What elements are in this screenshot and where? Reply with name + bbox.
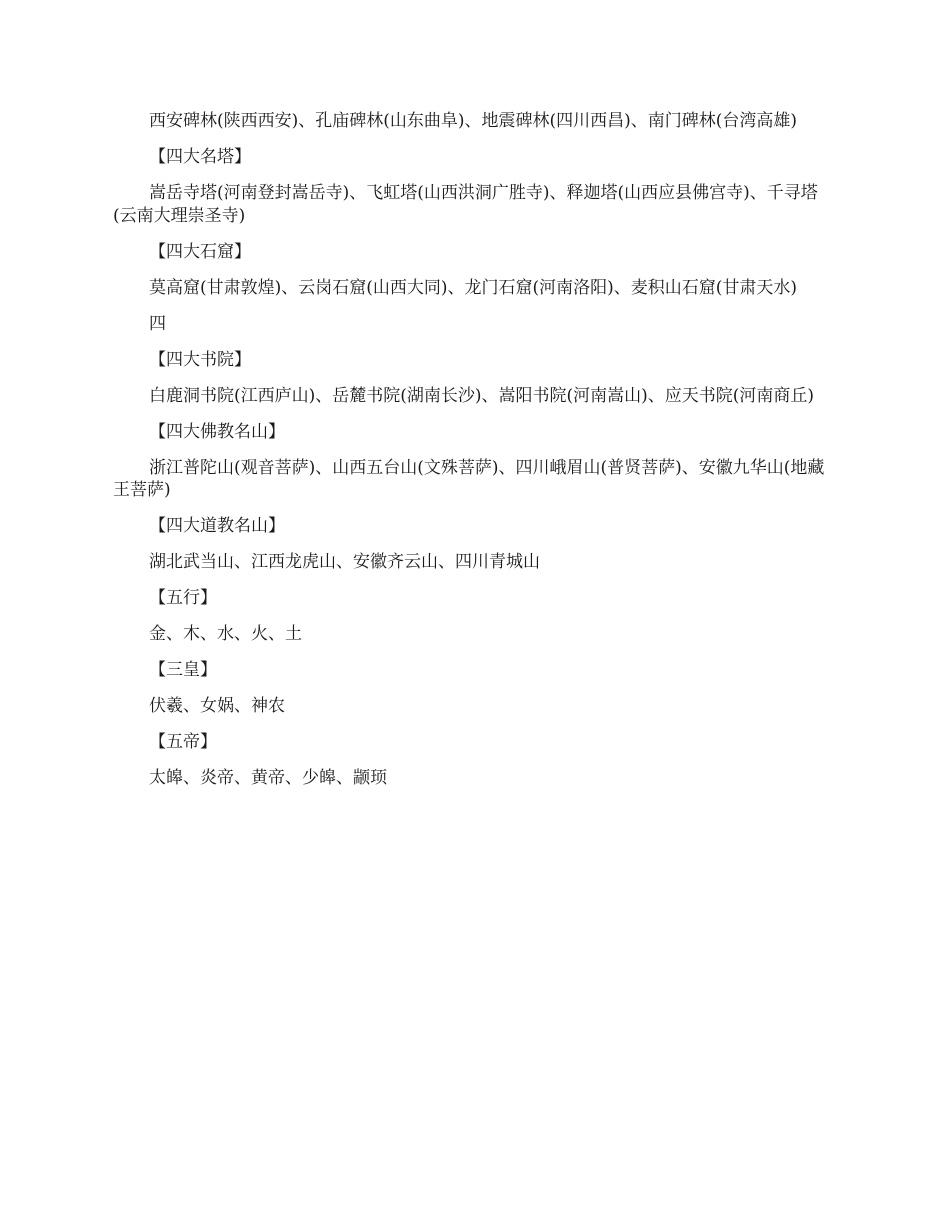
heading-buddhist-mountains: 【四大佛教名山】	[149, 421, 285, 442]
heading-taoist-mountains: 【四大道教名山】	[149, 516, 285, 536]
paragraph-five-emperors: 太皞、炎帝、黄帝、少皞、颛顼	[149, 768, 387, 788]
heading-four-academies: 【四大书院】	[149, 349, 251, 370]
paragraph-pagodas: 嵩岳寺塔(河南登封嵩岳寺)、飞虹塔(山西洪洞广胜寺)、释迦塔(山西应县佛宫寺)、千寻塔(云南大理崇圣寺)	[113, 183, 818, 226]
document-page	[113, 110, 835, 803]
paragraph-buddhist-mountains: 浙江普陀山(观音菩萨)、山西五台山(文殊菩萨)、四川峨眉山(普贤菩萨)、安徽九华山(地藏王菩萨)	[113, 457, 825, 500]
paragraph-grottoes: 莫高窟(甘肃敦煌)、云岗石窟(山西大同)、龙门石窟(河南洛阳)、麦积山石窟(甘肃天水)	[149, 277, 798, 298]
heading-four-grottoes: 【四大石窟】	[149, 241, 251, 262]
paragraph-academies: 白鹿洞书院(江西庐山)、岳麓书院(湖南长沙)、嵩阳书院(河南嵩山)、应天书院(河南商丘)	[149, 385, 815, 406]
heading-five-elements: 【五行】	[149, 588, 217, 608]
heading-four-pagodas: 【四大名塔】	[149, 147, 251, 167]
section-number: 四	[149, 313, 166, 334]
paragraph-steles: 西安碑林(陕西西安)、孔庙碑林(山东曲阜)、地震碑林(四川西昌)、南门碑林(台湾高雄)	[149, 111, 798, 131]
heading-three-sovereigns: 【三皇】	[149, 660, 217, 680]
paragraph-taoist-mountains: 湖北武当山、江西龙虎山、安徽齐云山、四川青城山	[149, 552, 540, 572]
heading-five-emperors: 【五帝】	[149, 732, 217, 752]
paragraph-five-elements: 金、木、水、火、土	[149, 624, 302, 644]
paragraph-three-sovereigns: 伏羲、女娲、神农	[149, 696, 285, 716]
